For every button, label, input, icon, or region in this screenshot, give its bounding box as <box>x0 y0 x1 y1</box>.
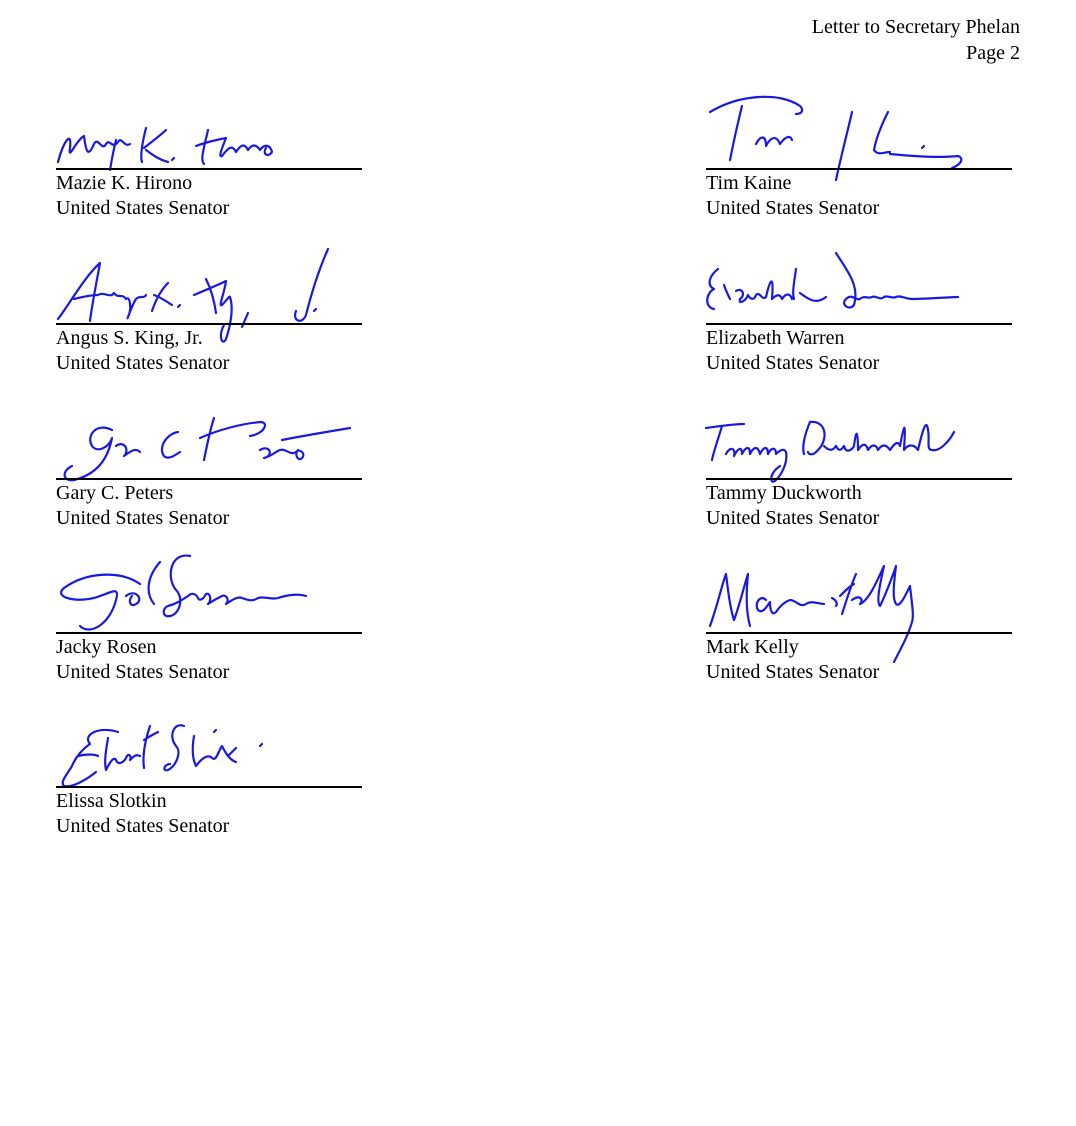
signature-block-peters <box>56 440 362 570</box>
signer-title: United States Senator <box>56 815 230 837</box>
signature-block-king <box>56 285 362 415</box>
signature-line <box>56 786 362 788</box>
header-page-number: Page 2 <box>966 42 1020 64</box>
signature-line <box>706 632 1012 634</box>
signature-block-slotkin <box>56 748 362 878</box>
signer-name: Elizabeth Warren <box>706 327 845 349</box>
signature-block-duckworth <box>706 440 1012 570</box>
signer-name: Jacky Rosen <box>56 636 157 658</box>
signature-block-rosen <box>56 594 362 724</box>
signer-title: United States Senator <box>56 507 230 529</box>
header-letter-title: Letter to Secretary Phelan <box>811 16 1020 38</box>
signature-line <box>706 168 1012 170</box>
signature-line <box>56 323 362 325</box>
signer-name: Angus S. King, Jr. <box>56 327 203 349</box>
signer-title: United States Senator <box>56 352 230 374</box>
page-header <box>812 14 1020 66</box>
signer-title: United States Senator <box>56 197 230 219</box>
signature-line <box>706 323 1012 325</box>
signature-block-warren <box>706 285 1012 415</box>
signer-name: Gary C. Peters <box>56 482 174 504</box>
signature-line <box>56 478 362 480</box>
signature-line <box>56 168 362 170</box>
signer-title: United States Senator <box>706 352 880 374</box>
signer-title: United States Senator <box>706 197 880 219</box>
signature-block-kaine <box>706 130 1012 260</box>
signer-name: Mazie K. Hirono <box>56 172 193 194</box>
signature-block-hirono <box>56 130 362 260</box>
signature-block-kelly <box>706 594 1012 724</box>
signer-title: United States Senator <box>56 661 230 683</box>
signature-line <box>706 478 1012 480</box>
signer-name: Mark Kelly <box>706 636 799 658</box>
signature-line <box>56 632 362 634</box>
signer-name: Tammy Duckworth <box>706 482 862 504</box>
signer-title: United States Senator <box>706 507 880 529</box>
signer-name: Elissa Slotkin <box>56 790 167 812</box>
signer-title: United States Senator <box>706 661 880 683</box>
signer-name: Tim Kaine <box>706 172 792 194</box>
